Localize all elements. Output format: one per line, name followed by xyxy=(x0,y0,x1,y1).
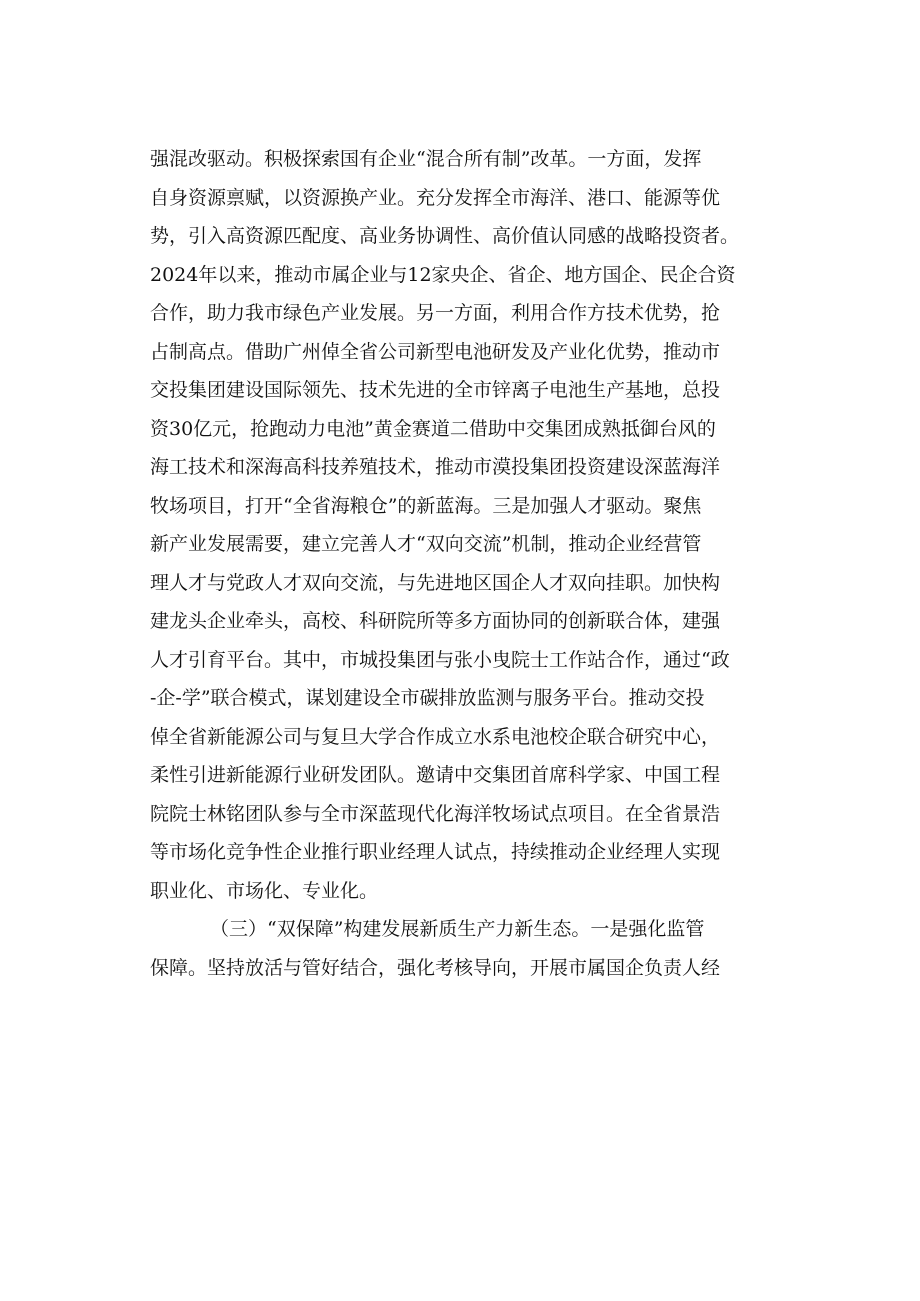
text-line: 建龙头企业牵头，高校、科研院所等多方面协同的创新联合体，建强 xyxy=(150,610,721,632)
text-line: -企-学”联合模式，谋划建设全市碳排放监测与服务平台。推动交投 xyxy=(150,687,705,709)
section-heading-line: （三）“双保障”构建发展新质生产力新生态。一是强化监管 xyxy=(210,918,705,940)
text-line: 资30亿元，抢跑动力电池”黄金赛道二借助中交集团成熟抵御台风的 xyxy=(150,417,716,440)
text-line: 牧场项目，打开“全省海粮仓”的新蓝海。三是加强人才驱动。聚焦 xyxy=(150,494,702,517)
text-line: 海工技术和深海高科技养殖技术，推动市漠投集团投资建设深蓝海洋 xyxy=(150,456,721,478)
text-line: 自身资源禀赋，以资源换产业。充分发挥全市海洋、港口、能源等优 xyxy=(150,186,721,209)
text-line: 新产业发展需要，建立完善人才“双向交流”机制，推动企业经营管 xyxy=(150,533,702,555)
text-line: 强混改驱动。积极探索国有企业“混合所有制”改革。一方面，发挥 xyxy=(150,148,702,170)
body-text xyxy=(150,140,810,987)
text-line: 合作，助力我市绿色产业发展。另一方面，利用合作方技术优势，抢 xyxy=(150,302,721,324)
text-line: 势，引入高资源匹配度、高业务协调性、高价值认同感的战略投资者。 xyxy=(150,225,740,247)
text-line: 交投集团建设国际领先、技术先进的全市锌离子电池生产基地，总投 xyxy=(150,379,721,401)
text-line: 职业化、市场化、专业化。 xyxy=(150,879,379,902)
text-line: 等市场化竞争性企业推行职业经理人试点，持续推动企业经理人实现 xyxy=(150,841,721,863)
text-line: 2024年以来，推动市属企业与12家央企、省企、地方国企、民企合资 xyxy=(150,263,736,286)
text-line: 理人才与党政人才双向交流，与先进地区国企人才双向挂职。加快构 xyxy=(150,571,721,594)
text-line: 柔性引进新能源行业研发团队。邀请中交集团首席科学家、中国工程 xyxy=(150,764,721,786)
text-line: 倬全省新能源公司与复旦大学合作成立水系电池校企联合研究中心， xyxy=(150,725,721,748)
text-line: 保障。坚持放活与管好结合，强化考核导向，开展市属国企负责人经 xyxy=(150,956,721,979)
text-line: 院院士林铭团队参与全市深蓝现代化海洋牧场试点项目。在全省景浩 xyxy=(150,802,721,825)
text-line: 人才引育平台。其中，市城投集团与张小曳院士工作站合作，通过“政 xyxy=(150,648,730,671)
text-line: 占制高点。借助广州倬全省公司新型电池研发及产业化优势，推动市 xyxy=(150,340,721,363)
